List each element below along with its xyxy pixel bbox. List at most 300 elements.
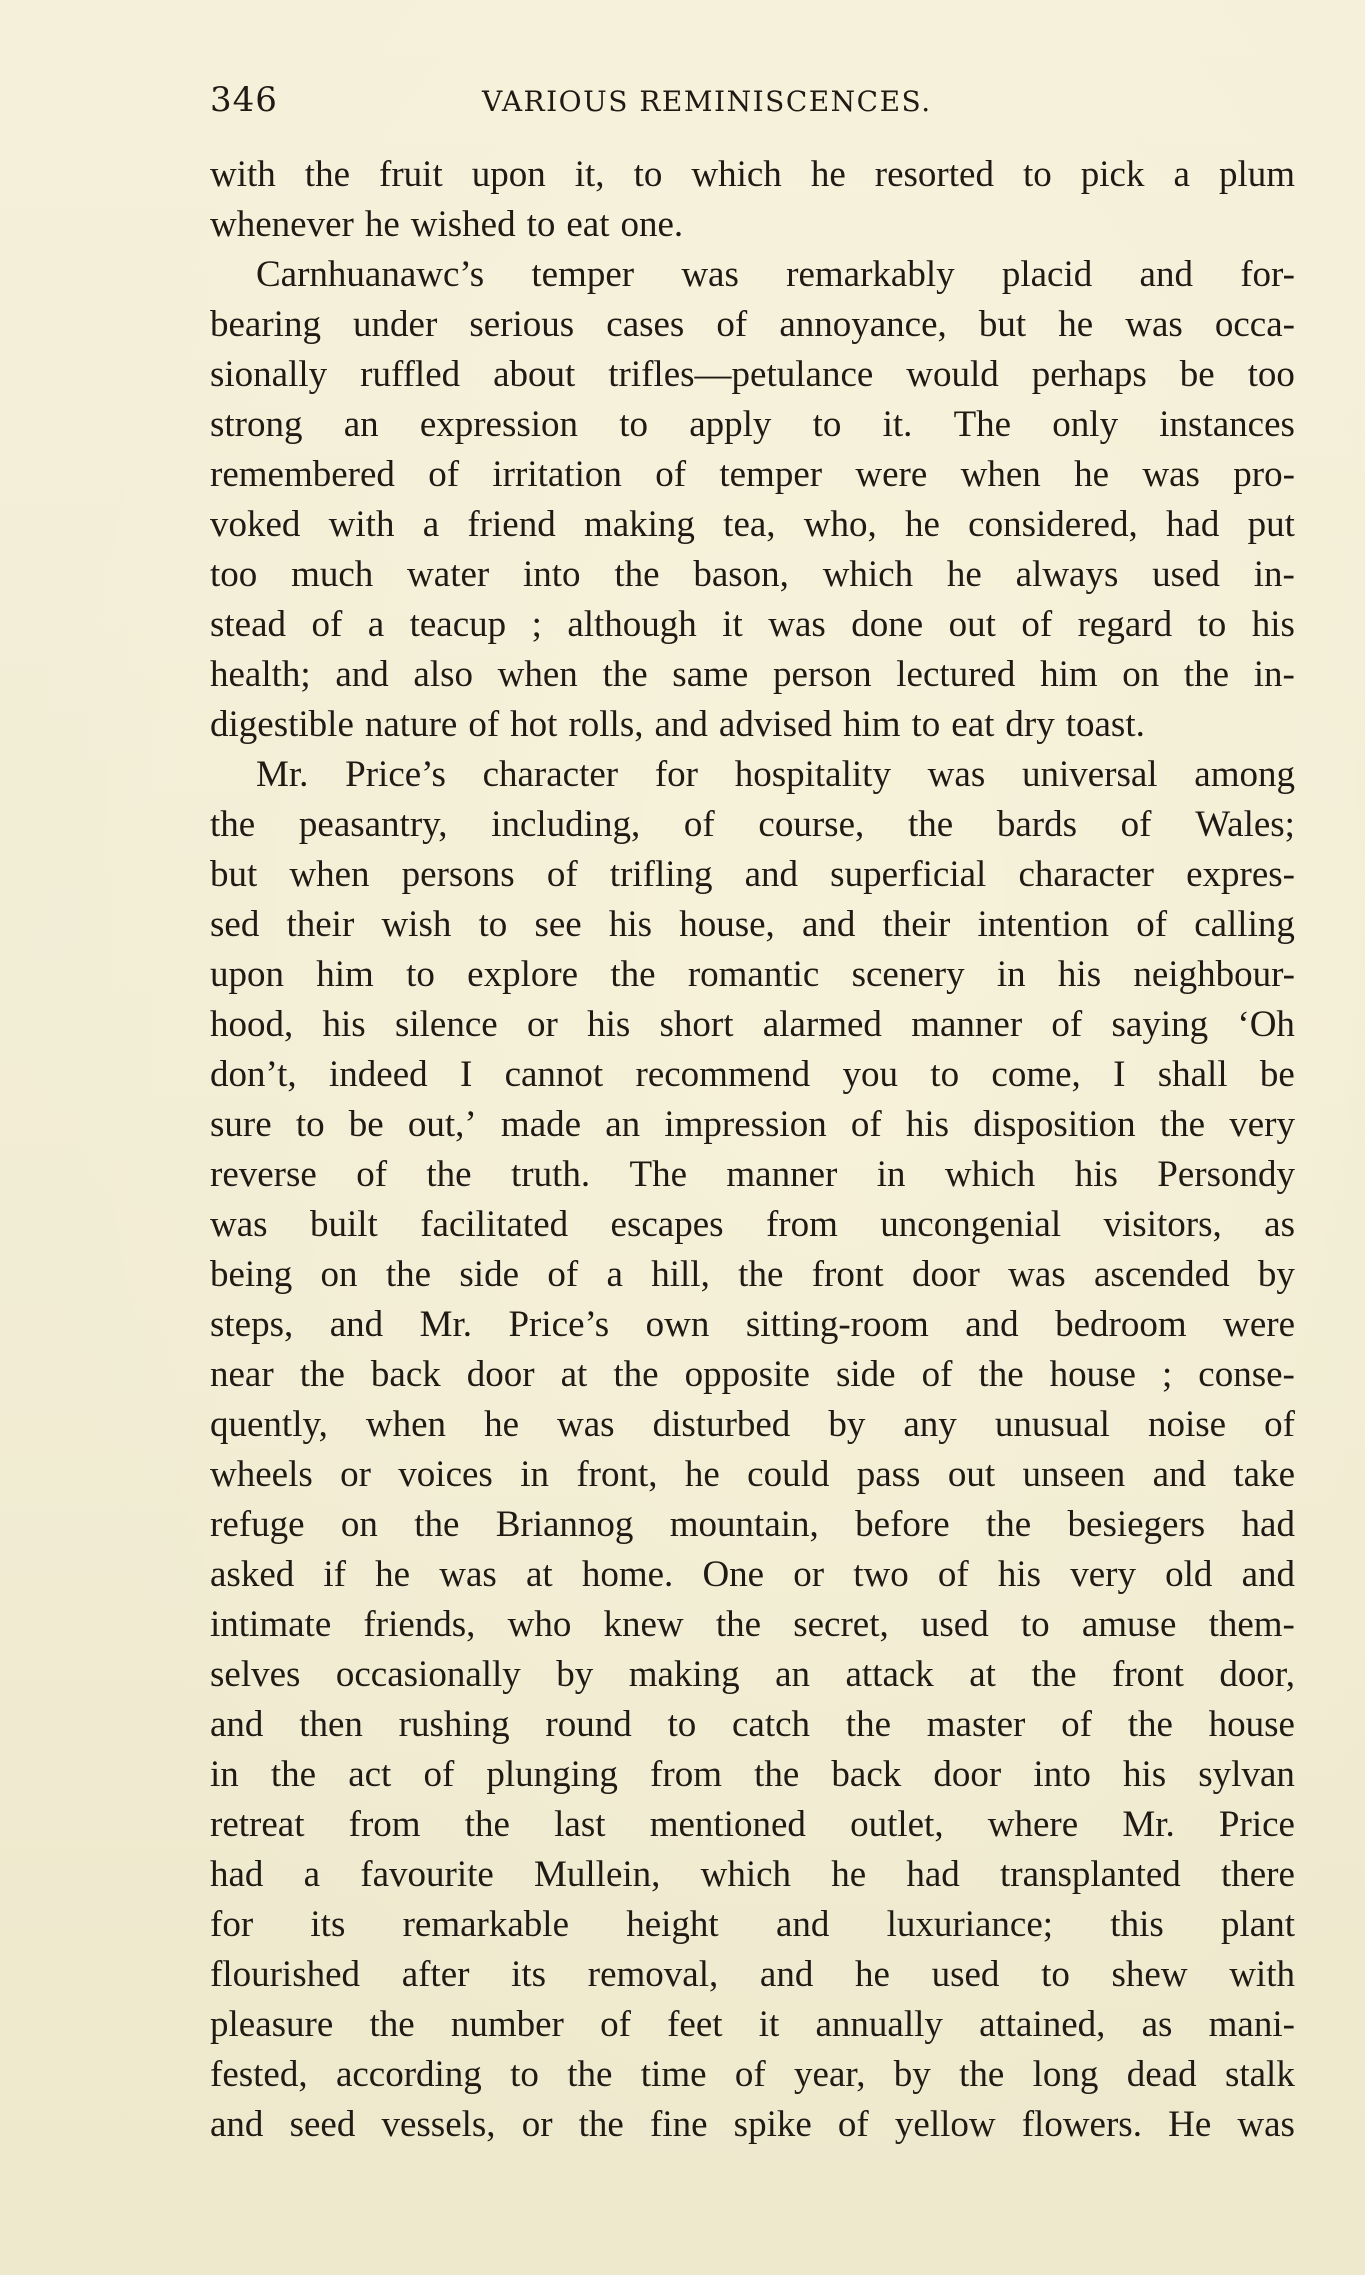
word: was	[439, 1554, 497, 1595]
word: removal,	[587, 1954, 719, 1995]
word: he	[684, 1454, 720, 1495]
word: and	[1139, 254, 1193, 295]
word: saying	[1111, 1004, 1209, 1045]
text-line	[210, 550, 1295, 600]
word: in-	[1253, 554, 1295, 595]
word: of	[837, 2104, 869, 2145]
word: used	[1152, 554, 1220, 595]
word: his	[1057, 954, 1102, 995]
word: were	[855, 454, 928, 495]
word: door	[466, 1354, 535, 1395]
word: friends,	[363, 1604, 476, 1645]
word: and	[335, 654, 389, 695]
text-line	[210, 1400, 1295, 1450]
word: was	[1125, 304, 1183, 345]
word: superficial	[830, 854, 987, 895]
word: and	[744, 854, 799, 895]
word: The	[953, 404, 1012, 445]
word: by	[1257, 1254, 1295, 1295]
word: visitors,	[1103, 1204, 1222, 1245]
word: his	[587, 1004, 631, 1045]
text-line	[210, 450, 1295, 500]
word: calling	[1194, 904, 1295, 945]
word: plunging	[486, 1754, 618, 1795]
word: nature	[364, 704, 458, 745]
word: remarkably	[786, 254, 955, 295]
word: the	[210, 804, 256, 845]
word: sitting-room	[745, 1304, 929, 1345]
word: attack	[845, 1654, 934, 1695]
word: with	[328, 504, 395, 545]
word: from	[650, 1754, 722, 1795]
word: the	[414, 1504, 460, 1545]
word: was	[927, 754, 986, 795]
word: dry	[1005, 704, 1055, 745]
word: favourite	[360, 1854, 494, 1895]
word: pick	[1080, 154, 1145, 195]
word: Price’s	[508, 1304, 610, 1345]
word: front	[1112, 1654, 1184, 1695]
text-line	[210, 800, 1295, 850]
word: the	[614, 554, 660, 595]
word: which	[822, 554, 914, 595]
word: and	[1241, 1554, 1295, 1595]
word: an	[605, 1104, 641, 1145]
word: his	[1122, 1754, 1167, 1795]
word: the	[985, 1504, 1032, 1545]
word: of	[428, 454, 460, 495]
word: in	[996, 954, 1026, 995]
word: who,	[803, 504, 877, 545]
word: in	[520, 1454, 549, 1495]
word: lectured	[896, 654, 1016, 695]
text-line	[210, 1450, 1295, 1500]
word: the	[1183, 654, 1230, 695]
word: house,	[679, 904, 775, 945]
word: front,	[576, 1454, 658, 1495]
word: of	[734, 2054, 766, 2095]
word: disturbed	[652, 1404, 791, 1445]
word: door	[911, 1254, 980, 1295]
word: the	[299, 1354, 345, 1395]
word: he	[1074, 454, 1110, 495]
word: the	[613, 1354, 659, 1395]
word: annually	[815, 2004, 943, 2045]
word: of	[921, 1354, 953, 1395]
word: the	[426, 1154, 472, 1195]
word: don’t,	[210, 1054, 297, 1095]
word: a	[303, 1854, 321, 1895]
text-line	[210, 950, 1295, 1000]
word: eat	[951, 704, 995, 745]
word: short	[659, 1004, 734, 1045]
word: where	[987, 1804, 1079, 1845]
word: recommend	[635, 1054, 811, 1095]
word: I	[459, 1054, 473, 1095]
word: for-	[1240, 254, 1295, 295]
word: number	[450, 2004, 564, 2045]
word: of	[1120, 804, 1152, 845]
word: of	[683, 804, 715, 845]
word: flowers.	[1021, 2104, 1142, 2145]
word: hospitality	[734, 754, 891, 795]
word: a	[1173, 154, 1190, 195]
word: he	[946, 554, 982, 595]
word: disposition	[973, 1104, 1136, 1145]
word: steps,	[210, 1304, 294, 1345]
word: reverse	[210, 1154, 317, 1195]
word: character	[482, 754, 619, 795]
word: ;	[531, 604, 542, 645]
word: Mullein,	[533, 1854, 661, 1895]
word: too	[1247, 354, 1295, 395]
word: of	[1021, 604, 1053, 645]
word: by	[828, 1404, 866, 1445]
word: feet	[667, 2004, 723, 2045]
word: sed	[210, 904, 260, 945]
word: tea,	[723, 504, 776, 545]
word: ;	[1162, 1354, 1173, 1395]
text-line	[210, 1600, 1295, 1650]
page-header	[210, 80, 1295, 136]
text-line	[210, 1850, 1295, 1900]
word: luxuriance;	[886, 1904, 1054, 1945]
word: old	[1165, 1554, 1213, 1595]
word: this	[1110, 1904, 1164, 1945]
word: to	[633, 154, 663, 195]
word: in	[210, 1754, 239, 1795]
word: and	[210, 1704, 264, 1745]
word: on	[340, 1504, 378, 1545]
word: fruit	[379, 154, 443, 195]
word: refuge	[210, 1504, 305, 1545]
text-line	[210, 150, 1295, 200]
word: any	[903, 1404, 957, 1445]
word: him	[316, 954, 374, 995]
word: truth.	[510, 1154, 591, 1195]
word: his	[1074, 1154, 1118, 1195]
word: Persondy	[1157, 1154, 1295, 1195]
word: master	[926, 1704, 1026, 1745]
word: or	[521, 2104, 553, 2145]
text-line	[210, 300, 1295, 350]
text-line	[210, 1350, 1295, 1400]
word: health;	[210, 654, 311, 695]
word: two	[853, 1554, 909, 1595]
word: their	[882, 904, 951, 945]
word: temper	[531, 254, 635, 295]
word: hot	[510, 704, 558, 745]
text-line	[210, 1750, 1295, 1800]
word: water	[407, 554, 490, 595]
word: alarmed	[762, 1004, 882, 1045]
word: a	[422, 504, 440, 545]
text-line	[210, 1800, 1295, 1850]
word: back	[831, 1754, 902, 1795]
word: considered,	[968, 504, 1138, 545]
text-line	[210, 1500, 1295, 1550]
word: teacup	[409, 604, 507, 645]
text-line	[210, 250, 1295, 300]
word: being	[210, 1254, 293, 1295]
word: remembered	[210, 454, 395, 495]
word: rolls,	[568, 704, 644, 745]
word: the	[567, 2054, 613, 2095]
word: a	[606, 1254, 623, 1295]
word: had	[906, 1854, 960, 1895]
word: of	[1136, 904, 1168, 945]
text-line	[210, 850, 1295, 900]
word: of	[1051, 1004, 1083, 1045]
word: by	[556, 1654, 594, 1695]
word: the	[464, 1804, 510, 1845]
text-line	[210, 1650, 1295, 1700]
word: his	[997, 1554, 1042, 1595]
word: when	[289, 854, 370, 895]
word: wheels	[210, 1454, 313, 1495]
word: to	[526, 204, 556, 245]
word: bearing	[210, 304, 321, 345]
word: instances	[1159, 404, 1295, 445]
word: near	[210, 1354, 274, 1395]
word: at	[525, 1554, 553, 1595]
word: of	[311, 604, 343, 645]
word: indeed	[329, 1054, 428, 1095]
word: friend	[467, 504, 556, 545]
word: occasionally	[335, 1654, 521, 1695]
word: were	[1223, 1304, 1295, 1345]
word: resorted	[874, 154, 994, 195]
word: sylvan	[1198, 1754, 1295, 1795]
word: done	[851, 604, 924, 645]
word: year,	[794, 2054, 866, 2095]
word: when	[365, 1404, 447, 1445]
word: of	[546, 854, 578, 895]
word: neighbour-	[1133, 954, 1295, 995]
word: him	[842, 704, 901, 745]
word: vessels,	[381, 2104, 496, 2145]
word: used	[931, 1954, 1000, 1995]
word: impression	[664, 1104, 827, 1145]
word: manner	[726, 1154, 838, 1195]
word: under	[353, 304, 438, 345]
word: was	[1142, 454, 1200, 495]
word: to	[930, 1054, 960, 1095]
word: to	[619, 404, 649, 445]
word: it	[758, 2004, 780, 2045]
word: of	[356, 1154, 388, 1195]
word: asked	[210, 1554, 295, 1595]
word: it	[722, 604, 743, 645]
word: wished	[410, 204, 516, 245]
word: from	[765, 1204, 838, 1245]
word: peasantry,	[298, 804, 448, 845]
word: sionally	[210, 354, 328, 395]
word: mountain,	[669, 1504, 819, 1545]
word: if	[323, 1554, 347, 1595]
word: quently,	[210, 1404, 328, 1445]
word: intention	[977, 904, 1110, 945]
word: to	[510, 2054, 539, 2095]
word: for	[210, 1904, 254, 1945]
word: or	[793, 1554, 825, 1595]
word: to	[406, 954, 435, 995]
word: wish	[381, 904, 452, 945]
word: had	[1165, 504, 1220, 545]
word: you	[842, 1054, 898, 1095]
word: person	[772, 654, 872, 695]
word: flourished	[210, 1954, 361, 1995]
word: attained,	[979, 2004, 1106, 2045]
word: the	[715, 1604, 762, 1645]
word: round	[545, 1704, 632, 1745]
word: character	[1018, 854, 1154, 895]
word: on	[1122, 654, 1160, 695]
word: also	[413, 654, 474, 695]
word: rushing	[398, 1704, 510, 1745]
text-line	[210, 200, 1295, 250]
word: in-	[1253, 654, 1295, 695]
word: pleasure	[210, 2004, 334, 2045]
text-line	[210, 1900, 1295, 1950]
word: upon	[471, 154, 546, 195]
word: was	[1237, 2104, 1295, 2145]
word: built	[309, 1204, 378, 1245]
word: the	[738, 1254, 784, 1295]
word: advised	[718, 704, 832, 745]
word: according	[335, 2054, 482, 2095]
word: to	[478, 904, 508, 945]
word: trifling	[609, 854, 713, 895]
word: he	[854, 1954, 890, 1995]
word: long	[1032, 2054, 1099, 2095]
word: stalk	[1224, 2054, 1295, 2095]
word: unseen	[1022, 1454, 1126, 1495]
word: be	[1259, 1054, 1295, 1095]
word: to	[911, 704, 941, 745]
word: made	[500, 1104, 582, 1145]
word: stead	[210, 604, 287, 645]
word: expres-	[1186, 854, 1295, 895]
word: bards	[996, 804, 1077, 845]
word: much	[291, 554, 374, 595]
word: seed	[289, 2104, 356, 2145]
word: of	[547, 1254, 579, 1295]
word: of	[600, 2004, 631, 2045]
word: after	[401, 1954, 470, 1995]
word: take	[1233, 1454, 1295, 1495]
word: the	[304, 154, 350, 195]
word: intimate	[210, 1604, 332, 1645]
text-line	[210, 2100, 1295, 2150]
word: and	[775, 1904, 830, 1945]
word: to	[1020, 1604, 1050, 1645]
word: One	[702, 1554, 765, 1595]
word: but	[978, 304, 1027, 345]
word: with	[210, 154, 276, 195]
word: time	[640, 2054, 707, 2095]
word: very	[1070, 1554, 1136, 1595]
word: cases	[606, 304, 685, 345]
word: on	[320, 1254, 358, 1295]
word: the	[610, 954, 656, 995]
word: house	[1049, 1354, 1136, 1395]
word: it,	[574, 154, 605, 195]
word: the	[385, 1254, 432, 1295]
word: of	[655, 454, 687, 495]
word: digestible	[210, 704, 354, 745]
word: at	[969, 1654, 996, 1695]
running-title: VARIOUS REMINISCENCES.	[482, 85, 932, 118]
word: to	[295, 1104, 325, 1145]
word: facilitated	[420, 1204, 569, 1245]
word: of	[468, 704, 500, 745]
text-line	[210, 1950, 1295, 2000]
word: to	[667, 1704, 697, 1745]
word: was	[1008, 1254, 1066, 1295]
word: of	[716, 304, 748, 345]
word: put	[1247, 504, 1295, 545]
word: he	[831, 1854, 867, 1895]
text-line	[210, 1000, 1295, 1050]
word: before	[855, 1504, 950, 1545]
word: the	[270, 1754, 317, 1795]
word: then	[299, 1704, 363, 1745]
word: in	[876, 1154, 906, 1195]
word: Mr.	[256, 754, 309, 795]
word: he	[375, 1554, 411, 1595]
word: height	[626, 1904, 719, 1945]
text-line	[210, 1050, 1295, 1100]
word: eat	[566, 204, 610, 245]
word: the	[907, 804, 954, 845]
word: escapes	[610, 1204, 724, 1245]
word: knew	[603, 1604, 684, 1645]
word: cannot	[504, 1054, 604, 1095]
word: Wales;	[1195, 804, 1295, 845]
word: the	[602, 654, 648, 695]
word: his	[905, 1104, 950, 1145]
word: Mr.	[1122, 1804, 1175, 1845]
word: he	[810, 154, 846, 195]
word: pro-	[1233, 454, 1295, 495]
word: upon	[210, 954, 284, 995]
word: trifles—petulance	[608, 354, 874, 395]
word: fested,	[210, 2054, 308, 2095]
word: as	[1141, 2004, 1173, 2045]
word: persons	[401, 854, 515, 895]
text-line	[210, 900, 1295, 950]
word: had	[1241, 1504, 1295, 1545]
text-line	[210, 600, 1295, 650]
word: with	[1229, 1954, 1295, 1995]
word: the	[578, 2104, 624, 2145]
word: dead	[1126, 2054, 1197, 2095]
word: retreat	[210, 1804, 305, 1845]
word: voices	[398, 1454, 493, 1495]
word: him	[1040, 654, 1098, 695]
word: yellow	[894, 2104, 996, 2145]
word: Carnhuanawc’s	[256, 254, 485, 295]
word: expression	[419, 404, 579, 445]
word: toast.	[1065, 704, 1145, 745]
word: and	[965, 1304, 1019, 1345]
body-text	[210, 150, 1295, 2150]
word: although	[567, 604, 697, 645]
word: to	[1197, 604, 1227, 645]
text-line	[210, 1250, 1295, 1300]
word: was	[557, 1404, 615, 1445]
